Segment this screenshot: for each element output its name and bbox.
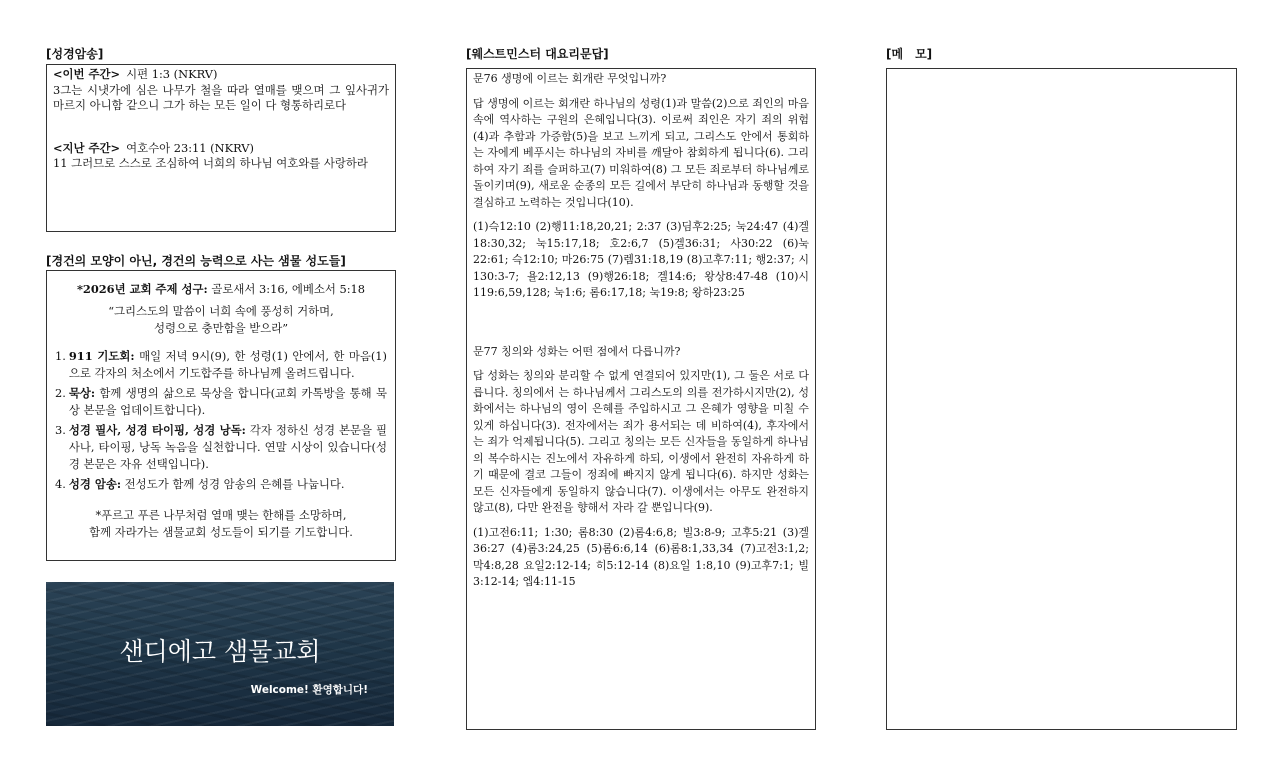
theme-item: [55, 476, 387, 493]
q77-refs: (1)고전6:11; 1:30; 롬8:30 (2)롬4:6,8; 빌3:8-9; 고후5:21 (3)겔36:27 (4)롬3:24,25 (5)롬6:6,14 (6)롬8:1,33,34 (7)고전3:1,2; 막4:8,28 요일2:12-14; 히5:12-14 (8)요일 1:8,10 (9)고후7:1; 빌3:12-14; 엡4:11-15: [473, 525, 809, 588]
theme-quote-line1: “그리스도의 말씀이 너희 속에 풍성히 거하며,: [108, 304, 334, 318]
this-week-label: <이번 주간>: [53, 67, 121, 81]
last-week-label: <지난 주간>: [53, 140, 121, 155]
theme-item-body: [69, 476, 387, 493]
spacer: [55, 493, 387, 507]
theme-item-bold: 성경 필사, 성경 타이핑, 성경 낭독:: [68, 423, 246, 437]
theme-item-text: 매일 저녁 9시(9), 한 성령(1) 안에서, 한 마음(1)으로 각자의 처소에서 기도합주를 하나님께 올려드립니다.: [68, 349, 387, 380]
theme-item-num: 1.: [55, 349, 66, 363]
church-banner: [46, 582, 394, 726]
catechism-box: [466, 68, 816, 730]
theme-item-body: [69, 422, 387, 473]
theme-item-body: [69, 348, 387, 382]
memo-header: [메 모]: [886, 47, 933, 61]
q76-question: 문76 생명에 이르는 회개란 무엇입니까?: [473, 72, 667, 85]
q77-question: 문77 칭의와 성화는 어떤 점에서 다릅니까?: [473, 344, 681, 358]
theme-title: [55, 281, 387, 298]
theme-item: [55, 422, 387, 473]
q76-refs: (1)슥12:10 (2)행11:18,20,21; 2:37 (3)딤후2:25; 눅24:47 (4)겔18:30,32; 눅15:17,18; 호2:6,7 (5)겔36:31; 사30:22 (6)눅22:61; 슥12:10; 마26:75 (7)렘31:18,19 (8)고후7:11; 행2:37; 시130:3-7; 욜2:12,13 (9)행26:18; 겔14:6; 왕상8:47-48 (10)시119:6,59,128; 눅1:6; 롬6:17,18; 눅19:8; 왕하23:25: [473, 220, 809, 299]
theme-item-num: 4.: [55, 477, 66, 491]
memorization-header: [성경암송]: [46, 47, 104, 61]
this-week-line: [53, 67, 389, 83]
theme-item-text: 함께 생명의 삶으로 묵상을 합니다(교회 카톡방을 통해 묵상 본문을 업데이트합니다).: [68, 386, 387, 417]
theme-header: [경건의 모양이 아닌, 경건의 능력으로 사는 샘물 성도들]: [46, 254, 346, 268]
banner-title: 샌디에고 샘물교회: [119, 637, 321, 666]
memorization-box: [46, 64, 396, 232]
theme-item-num: 3.: [55, 423, 66, 437]
last-week-ref: 여호수아 23:11 (NKRV): [126, 140, 254, 155]
theme-item-text: 전성도가 함께 성경 암송의 은혜를 나눕니다.: [121, 477, 345, 491]
theme-title-rest: 골로새서 3:16, 에베소서 5:18: [207, 282, 366, 296]
theme-title-bold: *2026년 교회 주제 성구:: [76, 282, 208, 296]
banner-subtitle: Welcome! 환영합니다!: [250, 684, 368, 696]
theme-closing-line2: 함께 자라가는 샘물교회 성도들이 되기를 기도합니다.: [89, 525, 353, 539]
q76-answer: 답 생명에 이르는 회개란 하나님의 성령(1)과 말씀(2)으로 죄인의 마음속에 역사하는 구원의 은혜입니다(3). 이로써 죄인은 자기 죄의 위험(4)과 추함과 가증함(5)을 보고 느끼게 되고, 그리스도 안에서 통회하는 자에게 베푸시는 하나님의 자비를 깨달아 참회하게 됩니다(6). 그리하여 자기 죄를 슬퍼하고(7) 미워하여(8) 그 모든 죄로부터 하나님께로 돌이키며(9), 새로운 순종의 모든 길에서 부단히 하나님과 동행할 것을 결심하고 노력하는 것입니다(10).: [473, 96, 809, 209]
last-week-verse: 11 그러므로 스스로 조심하여 너희의 하나님 여호와를 사랑하라: [53, 156, 368, 170]
theme-item-body: [69, 385, 387, 419]
spacer: [473, 310, 809, 344]
theme-item-num: 2.: [55, 386, 66, 400]
spacer: [53, 114, 389, 141]
this-week-verse: 3그는 시냇가에 심은 나무가 철을 따라 열매를 맺으며 그 잎사귀가 마르지 아니함 같으니 그가 하는 모든 일이 다 형통하리로다: [53, 82, 389, 112]
theme-quote-line2: 성령으로 충만함을 받으라”: [153, 321, 289, 335]
catechism-header: [웨스트민스터 대요리문답]: [466, 47, 609, 61]
q77-answer: 답 성화는 칭의와 분리할 수 없게 연결되어 있지만(1), 그 둘은 서로 다릅니다. 칭의에서 는 하나님께서 그리스도의 의를 전가하시지만(2), 성화에서는 하나님의 영이 은혜를 주입하시고 그 은혜가 영향을 미칠 수 있게 하십니다(3). 전자에서는 죄가 용서되는 데 비하여(4), 후자에서는 죄가 억제됩니다(5). 그리고 칭의는 모든 신자들을 동일하게 하나님의 복수하시는 진노에서 자유하게 하되, 이생에서 완전히 자유하게 하기 때문에 결코 그들이 정죄에 빠지지 않게 됩니다(6). 하지만 성화는 모든 신자들에게 동일하지 않습니다(7). 이생에서는 아무도 완전하지 않고(8), 다만 완전을 향해서 자라 갈 뿐입니다(9).: [473, 369, 809, 514]
theme-item-text: 각자 정하신 성경 본문을 필사나, 타이핑, 낭독 녹음을 실천합니다. 연말 시상이 있습니다(성경 본문은 자유 선택입니다).: [68, 423, 387, 471]
theme-item-bold: 묵상:: [68, 386, 96, 400]
theme-closing-line1: *푸르고 푸른 나무처럼 열매 맺는 한해를 소망하며,: [95, 508, 347, 522]
theme-item: [55, 348, 387, 382]
memo-box: [886, 68, 1237, 730]
theme-item-bold: 911 기도회:: [68, 349, 135, 363]
theme-box: [46, 270, 396, 561]
theme-item: [55, 385, 387, 419]
spacer: [55, 337, 387, 345]
last-week-line: [53, 141, 389, 157]
theme-item-bold: 성경 암송:: [68, 477, 122, 491]
this-week-ref: 시편 1:3 (NKRV): [126, 67, 218, 81]
